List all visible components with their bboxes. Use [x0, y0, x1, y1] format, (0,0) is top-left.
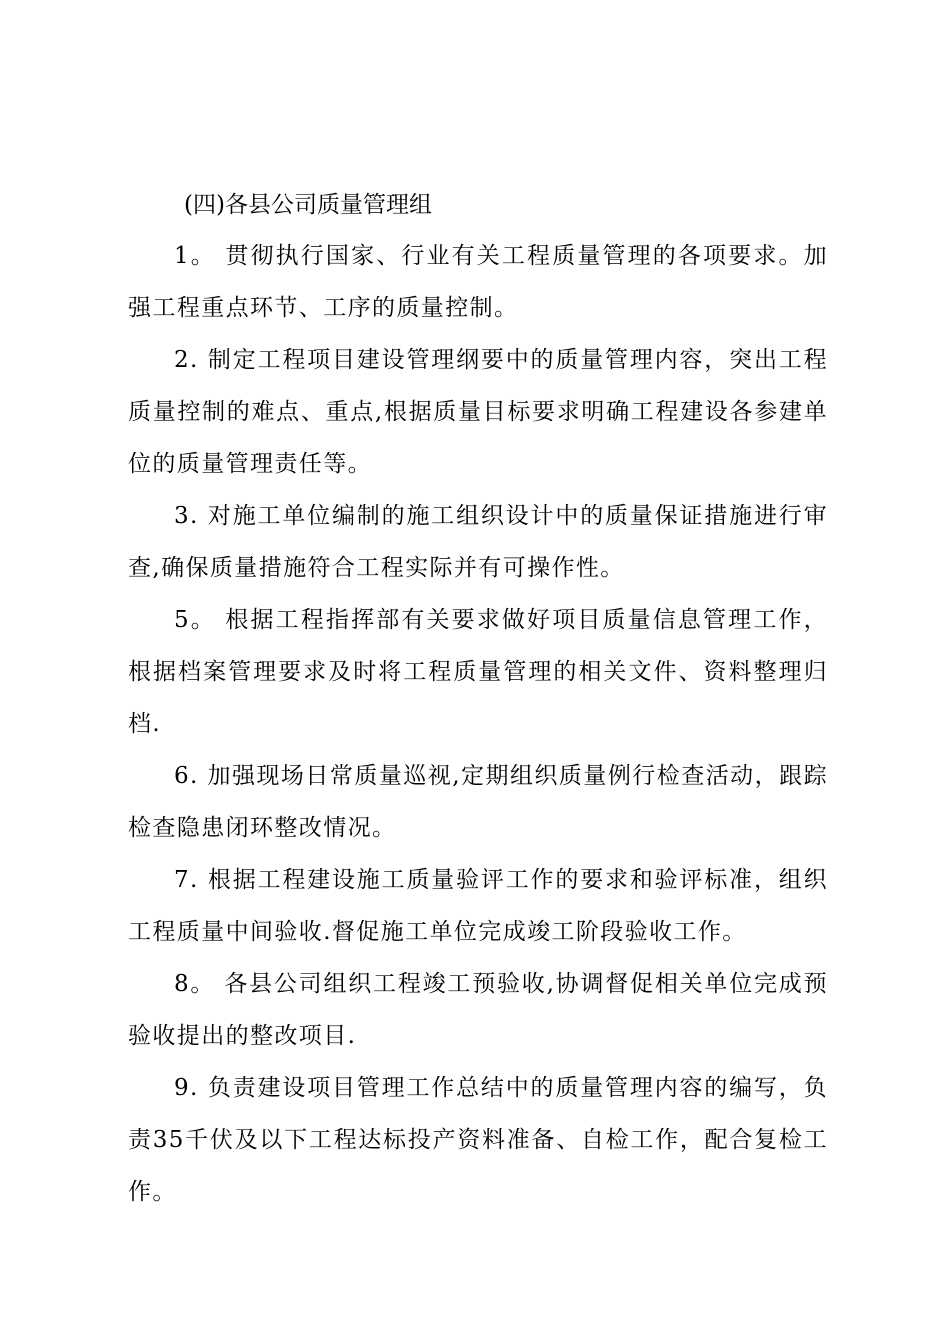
paragraph-item-6: 6. 加强现场日常质量巡视,定期组织质量例行检查活动，跟踪检查隐患闭环整改情况。 — [128, 763, 828, 841]
paragraph-item-1: 1。 贯彻执行国家、行业有关工程质量管理的各项要求。加强工程重点环节、工序的质量控制。 — [128, 243, 828, 321]
paragraph-item-5: 5。 根据工程指挥部有关要求做好项目质量信息管理工作，根据档案管理要求及时将工程质量管理的相关文件、资料整理归档. — [128, 607, 828, 737]
paragraph-item-9: 9. 负责建设项目管理工作总结中的质量管理内容的编写，负责35千伏及以下工程达标投产资料准备、自检工作，配合复检工作。 — [128, 1075, 828, 1205]
paragraph-item-7: 7. 根据工程建设施工质量验评工作的要求和验评标准，组织工程质量中间验收.督促施工单位完成竣工阶段验收工作。 — [128, 867, 828, 945]
paragraph-item-2: 2. 制定工程项目建设管理纲要中的质量管理内容，突出工程质量控制的难点、重点,根据质量目标要求明确工程建设各参建单位的质量管理责任等。 — [128, 347, 828, 477]
section-heading: (四)各县公司质量管理组 — [184, 192, 432, 218]
paragraph-item-8: 8。 各县公司组织工程竣工预验收,协调督促相关单位完成预验收提出的整改项目. — [128, 971, 828, 1049]
document-body — [128, 180, 828, 1218]
paragraph-item-3: 3. 对施工单位编制的施工组织设计中的质量保证措施进行审查,确保质量措施符合工程实际并有可操作性。 — [128, 503, 828, 581]
